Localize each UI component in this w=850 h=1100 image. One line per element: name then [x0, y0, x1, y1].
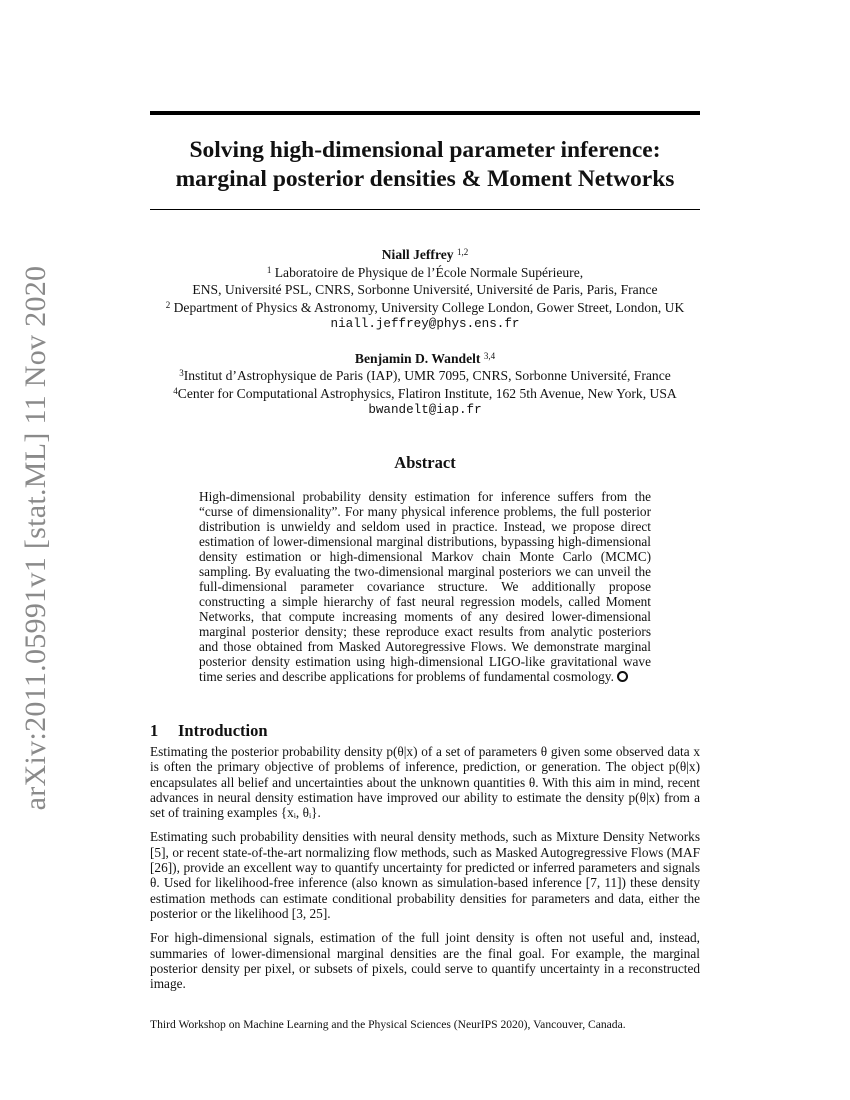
- aff-1-sup: 1: [266, 264, 272, 275]
- author-1-name: Niall Jeffrey: [381, 247, 454, 262]
- aff-4-text: Center for Computational Astrophysics, Flatiron Institute, 162 5th Avenue, New York, USA: [177, 385, 677, 401]
- section-number: 1: [150, 721, 159, 740]
- paragraph: Estimating such probability densities with neural density methods, such as Mixture Density Networks [5], or recent state-of-the-art normalizing flow methods, such as Masked Autogregressive Flows (MAF [26]), provide an excellent way to quantify uncertainty for predicted or inferred parameters and signals θ. Used for likelihood-free inference (also known as simulation-based inference [7, 11]) these density estimation methods can estimate conditional probability densities for parameters and data, either the posterior or the likelihood [3, 25].: [150, 829, 700, 921]
- arxiv-stamp: [19, 265, 53, 810]
- section-title: Introduction: [178, 721, 268, 740]
- aff-2-text: Department of Physics & Astronomy, University College London, Gower Street, London, UK: [173, 299, 685, 315]
- abstract: [199, 489, 651, 684]
- introduction-body: [150, 744, 700, 1000]
- title-rule-bottom: [150, 209, 700, 210]
- aff-2-sup: 2: [165, 299, 171, 310]
- affiliation-3: [110, 367, 740, 385]
- affiliation-1-line-2: ENS, Université PSL, CNRS, Sorbonne Université, Université de Paris, Paris, France: [192, 282, 658, 297]
- author-2-name: Benjamin D. Wandelt: [354, 350, 481, 366]
- footnote: Third Workshop on Machine Learning and the Physical Sciences (NeurIPS 2020), Vancouver, Canada.: [150, 1018, 626, 1031]
- author-2: [110, 350, 740, 368]
- title-line-2: marginal posterior densities & Moment Networks: [175, 166, 675, 192]
- title-rule-top: [150, 111, 700, 115]
- aff-3-sup: 3: [179, 368, 184, 378]
- aff-4-sup: 4: [173, 385, 178, 396]
- abstract-text: High-dimensional probability density estimation for inference suffers from the “curse of dimensionality”. For many physical inference problems, the full posterior distribution is unwieldy and seldom used in practice. Instead, we propose direct estimation of lower-dimensional marginal distributions, bypassing high-dimensional density estimation or high-dimensional Markov chain Monte Carlo (MCMC) sampling. By evaluating the two-dimensional marginal posteriors we can unveil the full-dimensional parameter covariance structure. We additionally propose constructing a simple hierarchy of fast neural regression models, called Moment Networks, that compute increasing moments of any desired lower-dimensional marginal posterior density; these reproduce exact results from analytic posteriors and those obtained from Masked Autoregressive Flows. We demonstrate marginal posterior density estimation using high-dimensional LIGO-like gravitational wave time series and describe applications for problems of fundamental cosmology.: [199, 489, 651, 684]
- author-2-sup: 3,4: [483, 350, 496, 361]
- section-heading: [150, 721, 268, 741]
- author-block: [110, 246, 740, 420]
- aff-1-text: Laboratoire de Physique de l’École Normale Supérieure,: [274, 264, 584, 280]
- author-1-email[interactable]: niall.jeffrey@phys.ens.fr: [330, 317, 520, 331]
- abstract-heading: Abstract: [394, 453, 456, 472]
- github-icon[interactable]: [617, 671, 628, 682]
- affiliation-2: [110, 299, 740, 317]
- paper-title: [150, 136, 700, 194]
- author-2-email[interactable]: bwandelt@iap.fr: [368, 403, 482, 417]
- title-line-1: Solving high-dimensional parameter inference:: [189, 137, 661, 163]
- author-1: [110, 246, 740, 264]
- affiliation-4: [110, 385, 740, 403]
- affiliation-1-line-1: [110, 264, 740, 282]
- paragraph: Estimating the posterior probability density p(θ|x) of a set of parameters θ given some observed data x is often the primary objective of problems of inference, prediction, or generation. The object p(θ|x) encapsulates all belief and uncertainties about the unknown quantities θ. With this aim in mind, recent advances in neural density estimation have improved our ability to estimate the density p(θ|x) from a set of training examples {xᵢ, θᵢ}.: [150, 744, 700, 821]
- author-1-sup: 1,2: [457, 247, 469, 257]
- aff-3-text: Institut d’Astrophysique de Paris (IAP), UMR 7095, CNRS, Sorbonne Université, France: [183, 368, 671, 383]
- arxiv-stamp-text: arXiv:2011.05991v1 [stat.ML] 11 Nov 2020: [19, 265, 52, 810]
- paragraph: For high-dimensional signals, estimation of the full joint density is often not useful and, instead, summaries of lower-dimensional marginal densities are the final goal. For example, the marginal posterior density per pixel, or subsets of pixels, could serve to quantify uncertainty in a reconstructed image.: [150, 930, 700, 992]
